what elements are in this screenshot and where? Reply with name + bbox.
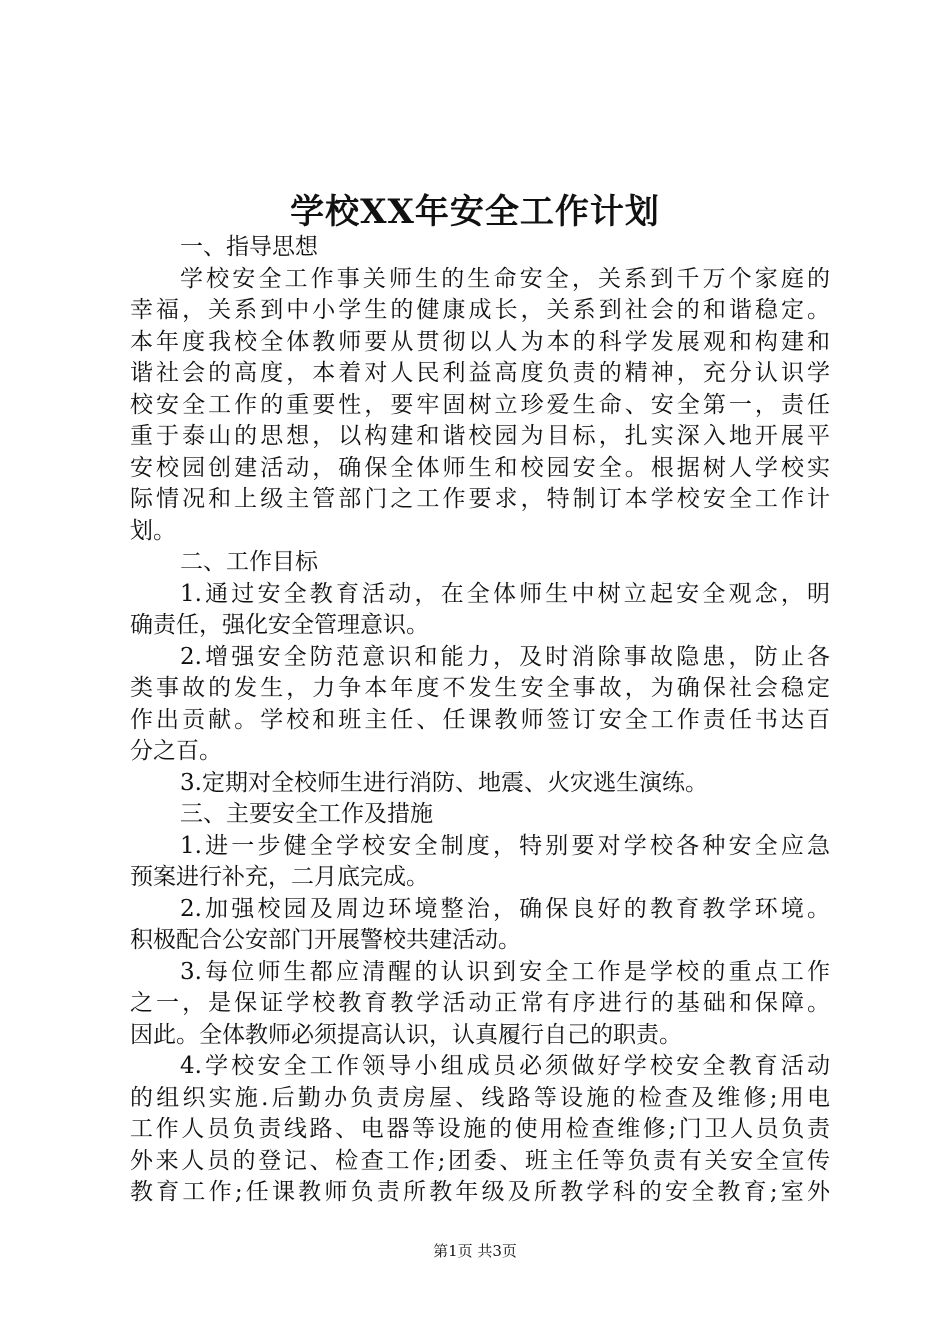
text-line: 分之百。 <box>130 738 222 764</box>
text-line: 外来人员的登记、检查工作;团委、班主任等负责有关安全宣传 <box>130 1147 830 1174</box>
text-line: 1.进一步健全学校安全制度，特别要对学校各种安全应急 <box>180 832 830 859</box>
text-line: 的组织实施.后勤办负责房屋、线路等设施的检查及维修;用电 <box>130 1084 830 1111</box>
text-line: 教育工作;任课教师负责所教年级及所教学科的安全教育;室外 <box>130 1179 830 1205</box>
text-line: 之一，是保证学校教育教学活动正常有序进行的基础和保障。 <box>130 990 830 1016</box>
document-body <box>130 232 830 1209</box>
text-line: 谐社会的高度，本着对人民利益高度负责的精神，充分认识学 <box>130 360 830 386</box>
text-line: 作出贡献。学校和班主任、任课教师签订安全工作责任书达百 <box>130 706 830 733</box>
text-line: 因此。全体教师必须提高认识，认真履行自己的职责。 <box>130 1021 682 1048</box>
text-line: 三、主要安全工作及措施 <box>180 801 433 827</box>
text-line: 确责任，强化安全管理意识。 <box>130 612 429 638</box>
text-line: 1.通过安全教育活动，在全体师生中树立起安全观念，明 <box>180 580 830 607</box>
page-footer: 第1页 共3页 <box>433 1242 517 1260</box>
text-line: 3.每位师生都应清醒的认识到安全工作是学校的重点工作 <box>180 958 830 985</box>
text-line: 2.增强安全防范意识和能力，及时消除事故隐患，防止各 <box>180 643 830 670</box>
text-line: 3.定期对全校师生进行消防、地震、火灾逃生演练。 <box>180 769 708 796</box>
text-line: 划。 <box>130 517 176 544</box>
text-line: 重于泰山的思想，以构建和谐校园为目标，扎实深入地开展平 <box>130 423 830 449</box>
text-line: 际情况和上级主管部门之工作要求，特制订本学校安全工作计 <box>130 486 830 512</box>
text-line: 2.加强校园及周边环境整治，确保良好的教育教学环境。 <box>180 895 830 922</box>
text-line: 预案进行补充，二月底完成。 <box>130 864 429 890</box>
text-line: 安校园创建活动，确保全体师生和校园安全。根据树人学校实 <box>130 454 830 481</box>
text-line: 一、指导思想 <box>180 234 318 260</box>
text-line: 幸福，关系到中小学生的健康成长，关系到社会的和谐稳定。 <box>130 297 830 323</box>
text-line: 类事故的发生，力争本年度不发生安全事故，为确保社会稳定 <box>130 675 830 701</box>
text-line: 二、工作目标 <box>180 549 318 575</box>
text-line: 积极配合公安部门开展警校共建活动。 <box>130 927 521 953</box>
document-title: 学校XX年安全工作计划 <box>290 192 660 232</box>
text-line: 本年度我校全体教师要从贯彻以人为本的科学发展观和构建和 <box>130 328 830 355</box>
text-line: 工作人员负责线路、电器等设施的使用检查维修;门卫人员负责 <box>130 1116 830 1142</box>
text-line: 学校安全工作事关师生的生命安全，关系到千万个家庭的 <box>180 265 830 292</box>
text-line: 4.学校安全工作领导小组成员必须做好学校安全教育活动 <box>180 1053 830 1079</box>
text-line: 校安全工作的重要性，要牢固树立珍爱生命、安全第一，责任 <box>130 391 830 418</box>
